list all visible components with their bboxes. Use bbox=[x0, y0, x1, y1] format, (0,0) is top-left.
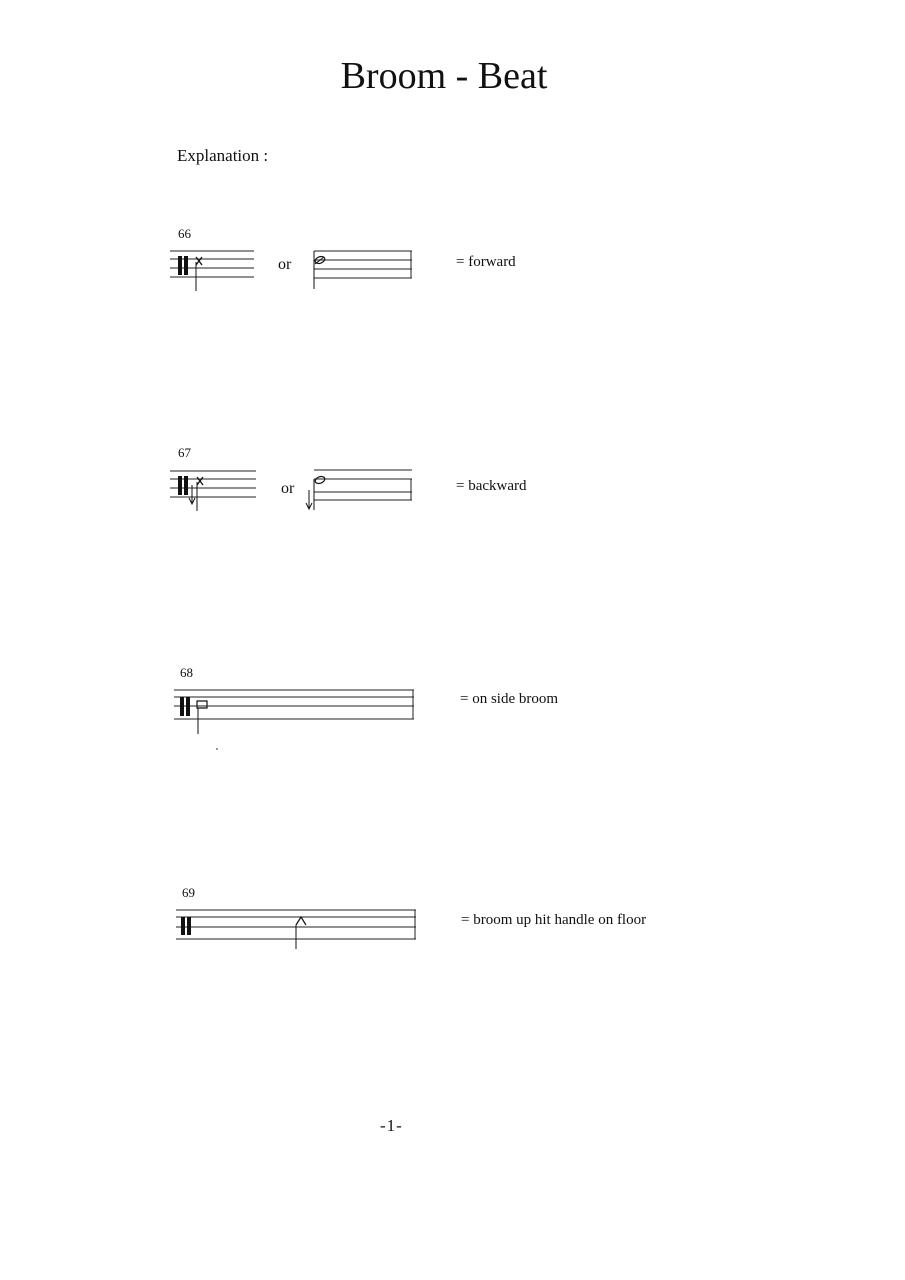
example-69-staff bbox=[172, 906, 420, 952]
example-68-staff bbox=[170, 686, 418, 756]
percussion-clef-icon bbox=[178, 256, 182, 275]
example-67-meaning: = backward bbox=[456, 478, 527, 494]
example-68-meaning: = on side broom bbox=[460, 691, 559, 707]
example-67-number: 67 bbox=[178, 445, 191, 460]
percussion-clef-icon bbox=[180, 697, 184, 716]
caret-notehead-icon bbox=[296, 917, 306, 925]
example-66-or: or bbox=[278, 256, 292, 273]
explanation-heading: Explanation : bbox=[177, 146, 269, 165]
example-67-or: or bbox=[281, 480, 295, 497]
page-title: Broom - Beat bbox=[340, 55, 548, 97]
percussion-clef-icon bbox=[181, 917, 185, 935]
page-number: -1- bbox=[380, 1116, 403, 1135]
percussion-clef-icon bbox=[178, 476, 182, 495]
example-67-staff-note bbox=[306, 466, 416, 512]
example-66-staff-note bbox=[312, 247, 416, 293]
example-69-number: 69 bbox=[182, 885, 195, 900]
example-66-staff-cross bbox=[168, 247, 258, 293]
example-68-number: 68 bbox=[180, 665, 193, 680]
example-66-meaning: = forward bbox=[456, 254, 516, 270]
example-66-number: 66 bbox=[178, 226, 191, 241]
example-67-staff-cross bbox=[168, 467, 260, 513]
half-notehead-icon bbox=[314, 475, 326, 484]
square-notehead-icon bbox=[197, 701, 207, 708]
example-69-meaning: = broom up hit handle on floor bbox=[461, 912, 647, 928]
